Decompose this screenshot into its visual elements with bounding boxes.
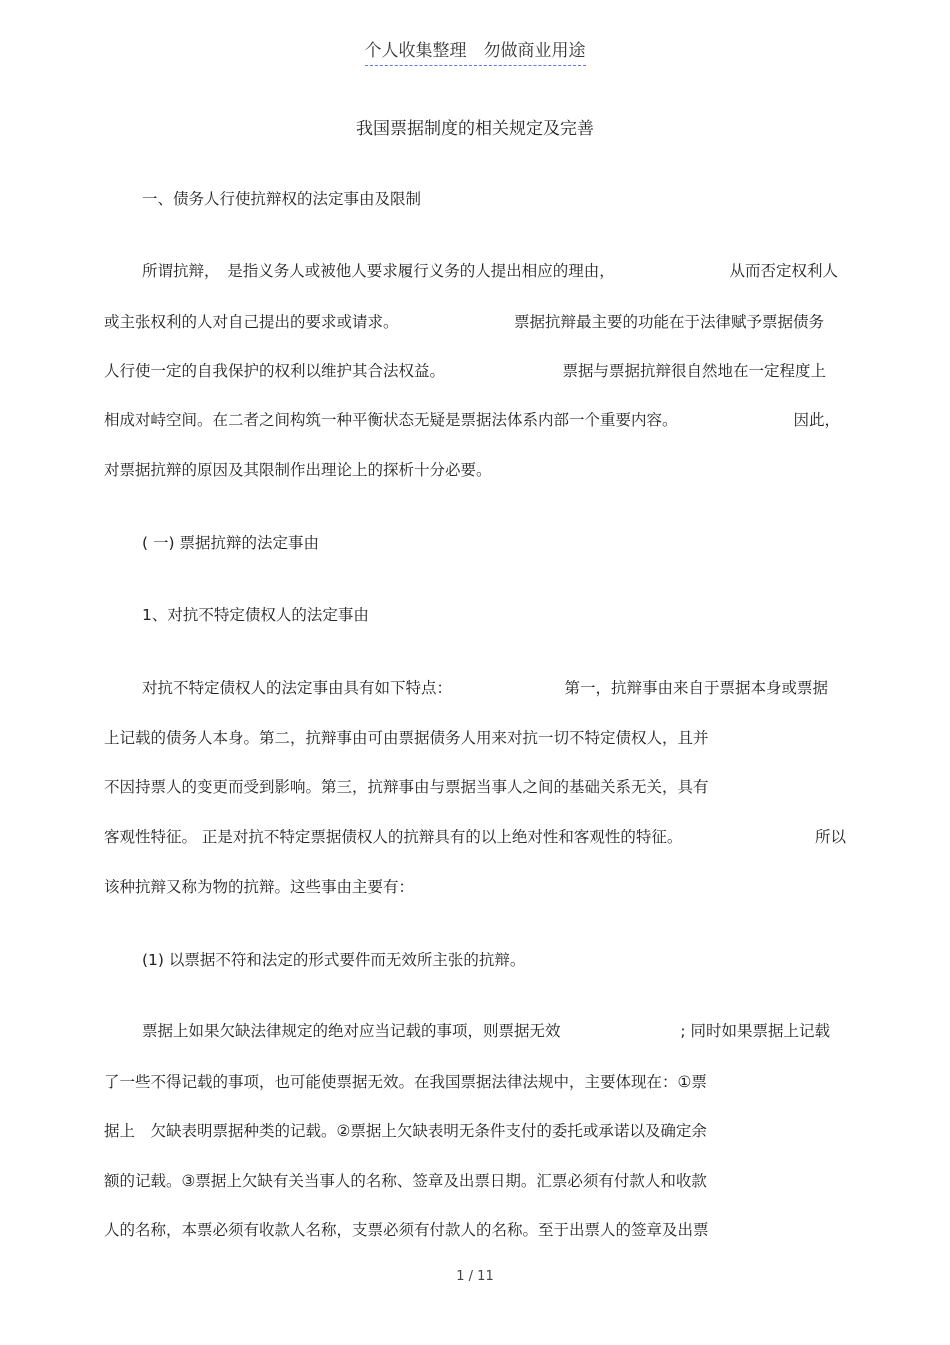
text-segment: 票据与票据抗辩很自然地在一定程度上	[562, 362, 826, 380]
text-segment: ; 同时如果票据上记载	[680, 1022, 830, 1040]
text-segment: 所以	[814, 828, 846, 846]
paragraph-line	[142, 1020, 830, 1042]
paragraph-line	[104, 409, 840, 431]
page-number: 1 / 11	[456, 1269, 494, 1284]
text-segment: 票据抗辩最主要的功能在于法律赋予票据债务	[513, 313, 824, 331]
text-segment: 人行使一定的自我保护的权利以维护其合法权益。	[104, 362, 446, 380]
paragraph-line	[104, 826, 846, 848]
text-segment: 所谓抗辩， 是指义务人或被他人要求履行义务的人提出相应的理由，	[142, 262, 615, 280]
paragraph-line: 额的记载。③票据上欠缺有关当事人的名称、签章及出票日期。汇票必须有付款人和收款	[104, 1172, 707, 1190]
text-segment: 从而否定权利人	[729, 262, 838, 280]
page-header	[0, 40, 950, 66]
paragraph-line: 了一些不得记载的事项，也可能使票据无效。在我国票据法律法规中，主要体现在：①票	[104, 1073, 707, 1091]
subsection-heading: 1、对抗不特定债权人的法定事由	[142, 606, 369, 624]
paragraph-line: 该种抗辩又称为物的抗辩。这些事由主要有：	[104, 878, 415, 896]
text-segment: 票据上如果欠缺法律规定的绝对应当记载的事项，则票据无效	[142, 1022, 561, 1040]
subsection-heading: ( 一) 票据抗辩的法定事由	[142, 534, 319, 552]
paragraph-line	[142, 260, 838, 282]
paragraph-line: 不因持票人的变更而受到影响。第三，抗辩事由与票据当事人之间的基础关系无关，具有	[104, 778, 709, 796]
paragraph-line	[104, 360, 826, 382]
paragraph-line: 据上 欠缺表明票据种类的记载。②票据上欠缺表明无条件支付的委托或承诺以及确定余	[104, 1122, 707, 1140]
paragraph-line: 对票据抗辩的原因及其限制作出理论上的探析十分必要。	[104, 461, 492, 479]
text-segment: 相成对峙空间。在二者之间构筑一种平衡状态无疑是票据法体系内部一个重要内容。	[104, 411, 678, 429]
document-title: 我国票据制度的相关规定及完善	[356, 119, 594, 139]
text-segment: 对抗不特定债权人的法定事由具有如下特点：	[142, 679, 453, 697]
paragraph-line: 上记载的债务人本身。第二，抗辩事由可由票据债务人用来对抗一切不特定债权人，且并	[104, 729, 709, 747]
list-item-heading: (1) 以票据不符和法定的形式要件而无效所主张的抗辩。	[142, 951, 526, 969]
text-segment: 因此，	[793, 411, 840, 429]
section-heading: 一、债务人行使抗辩权的法定事由及限制	[142, 190, 422, 208]
paragraph-line	[104, 311, 824, 333]
text-segment: 第一，抗辩事由来自于票据本身或票据	[564, 679, 828, 697]
paragraph-line	[142, 677, 828, 699]
paragraph-line: 人的名称，本票必须有收款人名称，支票必须有付款人的名称。至于出票人的签章及出票	[104, 1221, 709, 1239]
text-segment: 客观性特征。 正是对抗不特定票据债权人的抗辩具有的以上绝对性和客观性的特征。	[104, 828, 683, 846]
header-text: 个人收集整理 勿做商业用途	[365, 40, 586, 66]
text-segment: 或主张权利的人对自己提出的要求或请求。	[104, 313, 399, 331]
